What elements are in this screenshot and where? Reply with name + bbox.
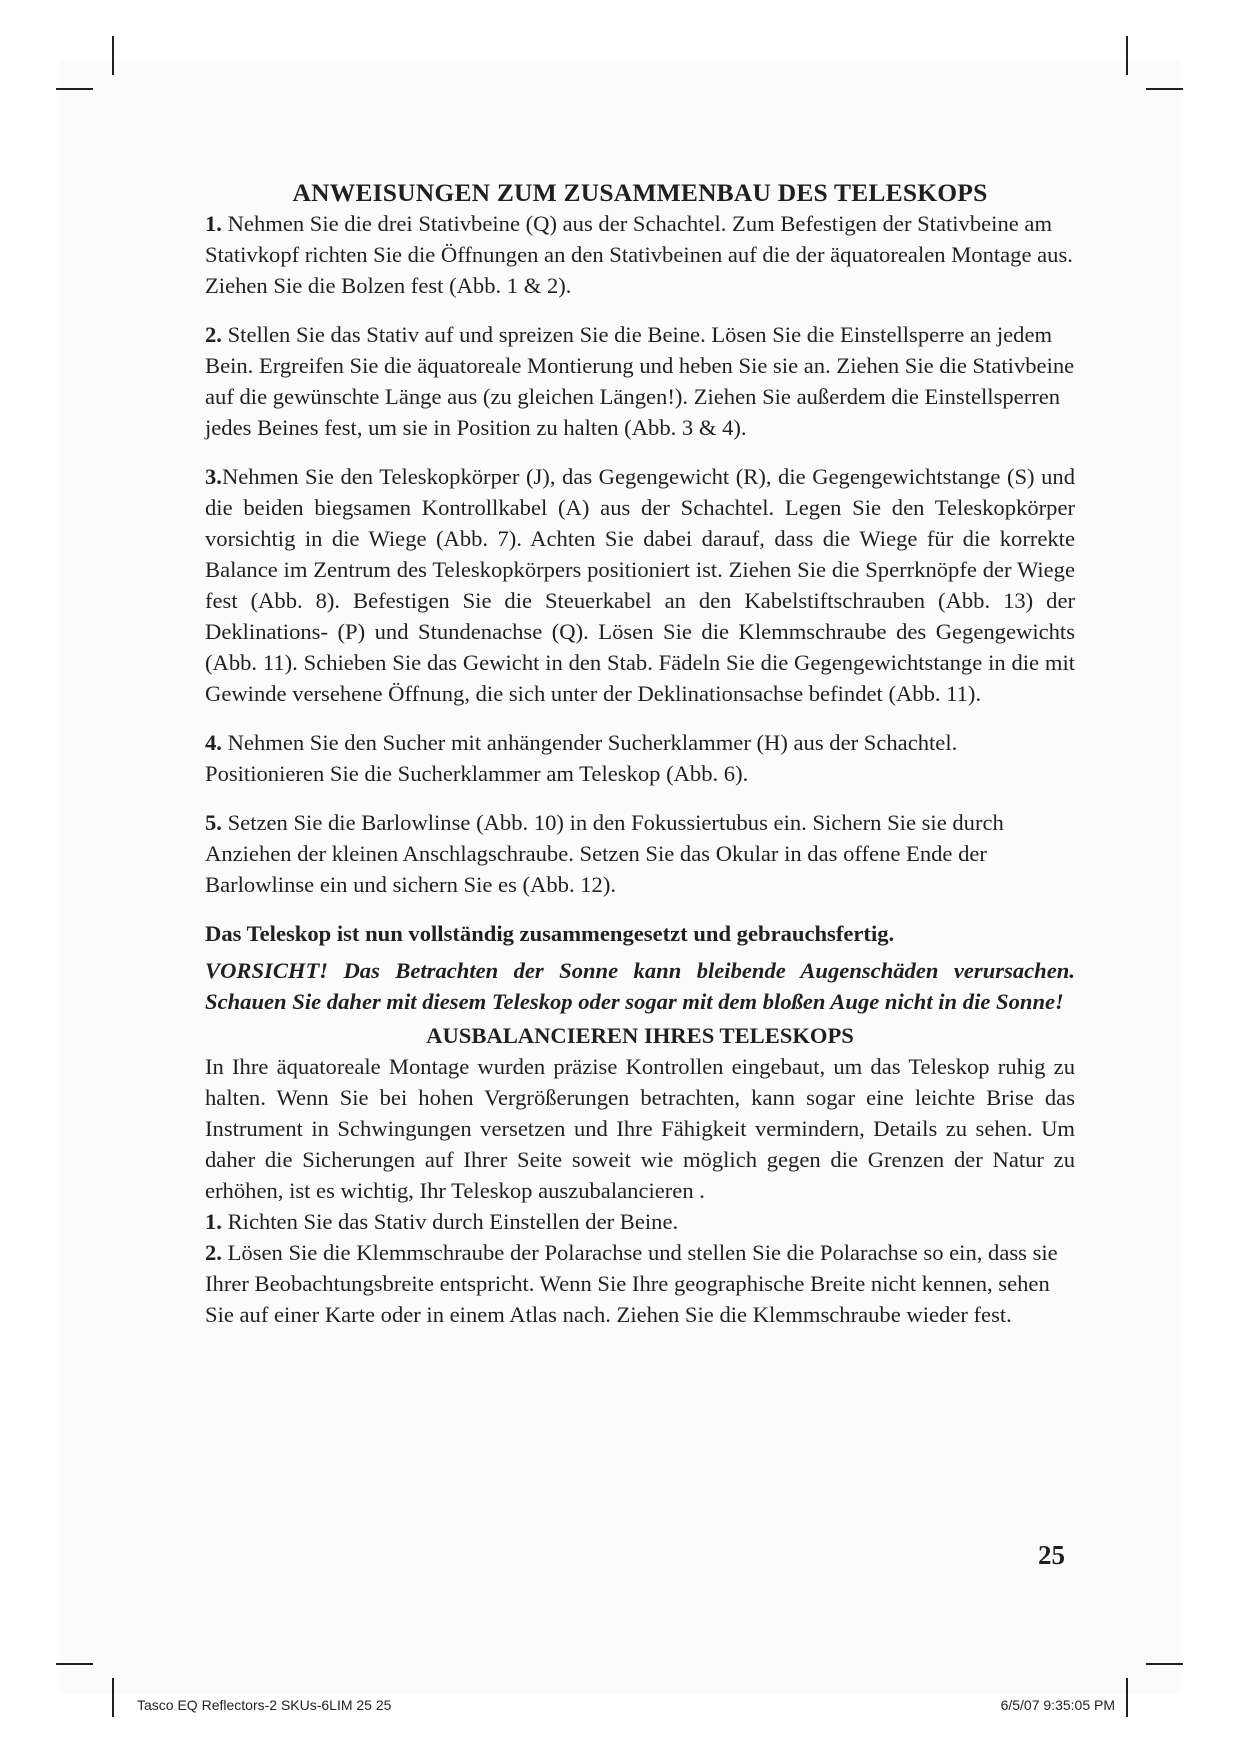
step-text: Nehmen Sie den Sucher mit anhängender Sucherklammer (H) aus der Schachtel. Positionieren Sie die Sucherklammer am Teleskop (Abb. 6). [205, 730, 958, 786]
step-3 [205, 461, 1075, 709]
crop-mark-top-left-horizontal [56, 88, 93, 90]
step-number: 2. [205, 1240, 222, 1265]
step-number: 5. [205, 810, 222, 835]
step-text: Setzen Sie die Barlowlinse (Abb. 10) in den Fokussiertubus ein. Sichern Sie sie durch Anziehen der kleinen Anschlagschraube. Setzen Sie das Okular in das offene Ende der Barlowlinse ein und sichern Sie es (Abb. 12). [205, 810, 1004, 897]
step-text: Lösen Sie die Klemmschraube der Polarachse und stellen Sie die Polarachse so ein, dass sie Ihrer Beobachtungsbreite entspricht. Wenn Sie Ihre geographische Breite nicht kennen, sehen Sie auf einer Karte oder in einem Atlas nach. Ziehen Sie die Klemmschraube wieder fest. [205, 1240, 1058, 1327]
balance-step-2 [205, 1237, 1075, 1330]
step-number: 2. [205, 322, 222, 347]
step-text: Stellen Sie das Stativ auf und spreizen Sie die Beine. Lösen Sie die Einstellsperre an jedem Bein. Ergreifen Sie die äquatoreale Montierung und heben Sie sie an. Ziehen Sie die Stativbeine auf die gewünschte Länge aus (zu gleichen Längen!). Ziehen Sie außerdem die Einstellsperren jedes Beines fest, um sie in Position zu halten (Abb. 3 & 4). [205, 322, 1075, 440]
footer-slug-left: Tasco EQ Reflectors-2 SKUs-6LIM 25 25 [137, 1697, 392, 1713]
crop-mark-bottom-right-vertical [1126, 1678, 1128, 1717]
step-4 [205, 727, 1075, 789]
crop-mark-top-right-horizontal [1146, 88, 1183, 90]
step-number: 1. [205, 211, 222, 236]
step-5 [205, 807, 1075, 900]
step-number: 3. [205, 464, 222, 489]
crop-mark-bottom-left-horizontal [56, 1663, 93, 1665]
step-number: 4. [205, 730, 222, 755]
step-number: 1. [205, 1209, 222, 1234]
caution-warning: VORSICHT! Das Betrachten der Sonne kann bleibende Augenschäden verursachen. Schauen Sie daher mit diesem Teleskop oder sogar mit dem bloßen Auge nicht in die Sonne! [205, 958, 1075, 1014]
page-number: 25 [1038, 1540, 1065, 1570]
step-text: Richten Sie das Stativ durch Einstellen der Beine. [221, 1209, 679, 1234]
step-1 [205, 208, 1075, 301]
crop-mark-top-left-vertical [112, 36, 114, 75]
balance-section-title: AUSBALANCIEREN IHRES TELESKOPS [426, 1023, 854, 1048]
crop-mark-bottom-right-horizontal [1146, 1663, 1183, 1665]
balance-intro: In Ihre äquatoreale Montage wurden präzise Kontrollen eingebaut, um das Teleskop ruhig zu halten. Wenn Sie bei hohen Vergrößerungen betrachten, kann sogar eine leichte Brise das Instrument in Schwingungen versetzen und Ihre Fähigkeit vermindern, Details zu sehen. Um daher die Sicherungen auf Ihrer Seite soweit wie möglich gegen die Grenzen der Natur zu erhöhen, ist es wichtig, Ihr Teleskop auszubalancieren . [205, 1054, 1075, 1203]
crop-mark-top-right-vertical [1126, 36, 1128, 75]
footer-slug-right: 6/5/07 9:35:05 PM [1000, 1697, 1115, 1713]
page-title: ANWEISUNGEN ZUM ZUSAMMENBAU DES TELESKOPS [292, 178, 988, 207]
step-text: Nehmen Sie den Teleskopkörper (J), das Gegengewicht (R), die Gegengewichtstange (S) und die beiden biegsamen Kontrollkabel (A) aus der Schachtel. Legen Sie den Teleskopkörper vorsichtig in die Wiege (Abb. 7). Achten Sie dabei darauf, dass die Wiege für die korrekte Balance im Zentrum des Teleskopkörpers positioniert ist. Ziehen Sie die Sperrknöpfe der Wiege fest (Abb. 8). Befestigen Sie die Steuerkabel an den Kabelstiftschrauben (Abb. 13) der Deklinations- (P) und Stundenachse (Q). Lösen Sie die Klemmschraube des Gegengewichts (Abb. 11). Schieben Sie das Gewicht in den Stab. Fädeln Sie die Gegengewichtstange in die mit Gewinde versehene Öffnung, die sich unter der Deklinationsachse befindet (Abb. 11). [205, 464, 1075, 706]
balance-step-1 [205, 1206, 1075, 1237]
crop-mark-bottom-left-vertical [112, 1678, 114, 1717]
assembly-complete-note: Das Teleskop ist nun vollständig zusammengesetzt und gebrauchsfertig. [205, 921, 895, 946]
step-text: Nehmen Sie die drei Stativbeine (Q) aus der Schachtel. Zum Befestigen der Stativbeine am Stativkopf richten Sie die Öffnungen an den Stativbeinen auf die der äquatorealen Montage aus. Ziehen Sie die Bolzen fest (Abb. 1 & 2). [205, 211, 1073, 298]
page-content [205, 178, 1075, 1330]
step-2 [205, 319, 1075, 443]
